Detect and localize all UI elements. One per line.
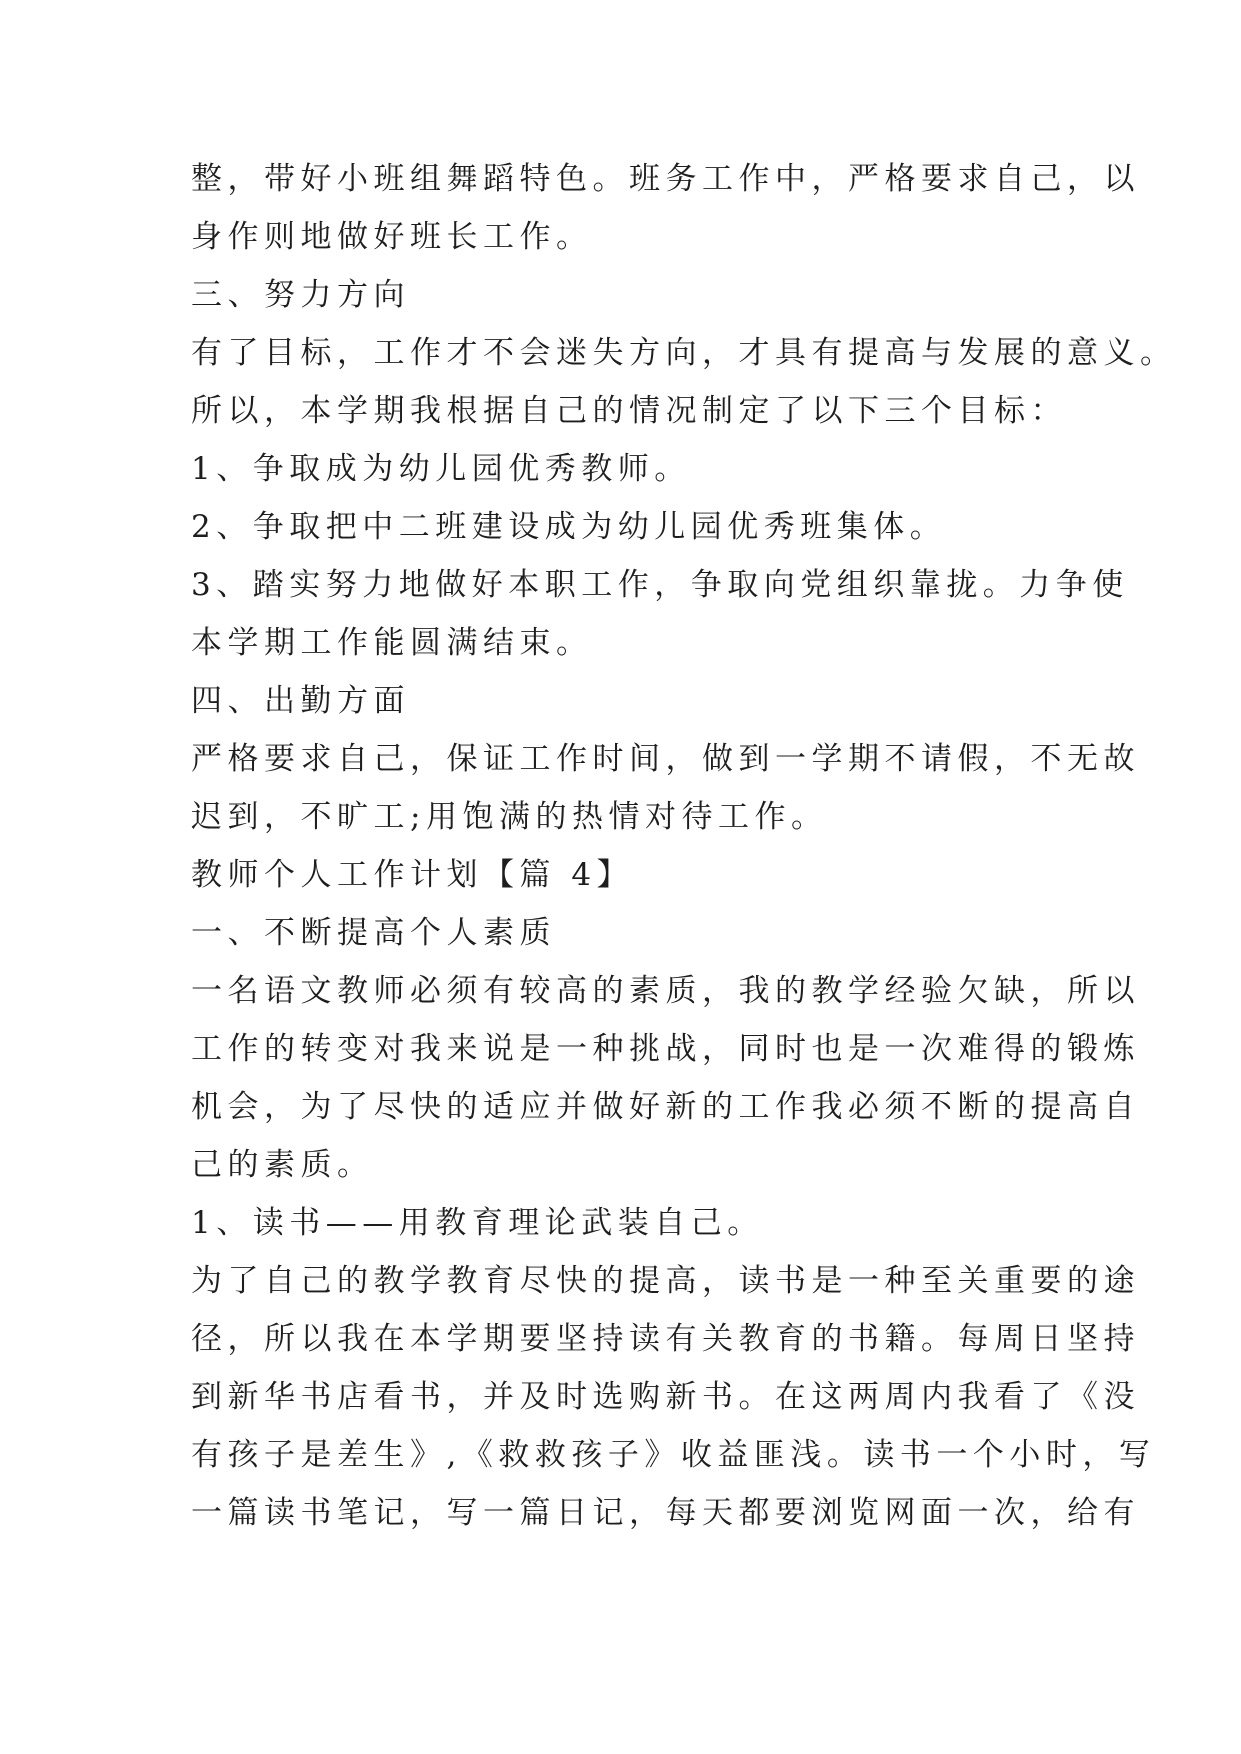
section-heading: 三、努力方向 <box>191 277 410 313</box>
text-line: 径，所以我在本学期要坚持读有关教育的书籍。每周日坚持 <box>191 1321 1140 1357</box>
list-item: 1、争取成为幼儿园优秀教师。 <box>191 451 691 487</box>
document-body <box>191 150 1177 1542</box>
text-line: 有孩子是差生》,《救救孩子》收益匪浅。读书一个小时，写 <box>191 1437 1156 1473</box>
text-line: 到新华书店看书，并及时选购新书。在这两周内我看了《没 <box>191 1379 1140 1415</box>
list-item: 1、读书——用教育理论武装自己。 <box>191 1205 764 1241</box>
text-line: 身作则地做好班长工作。 <box>191 219 593 255</box>
text-line: 一名语文教师必须有较高的素质，我的教学经验欠缺，所以 <box>191 973 1140 1009</box>
text-line: 机会，为了尽快的适应并做好新的工作我必须不断的提高自 <box>191 1089 1140 1125</box>
text-line: 严格要求自己，保证工作时间，做到一学期不请假，不无故 <box>191 741 1140 777</box>
text-line: 所以，本学期我根据自己的情况制定了以下三个目标： <box>191 393 1067 429</box>
section-heading: 四、出勤方面 <box>191 683 410 719</box>
list-item: 3、踏实努力地做好本职工作，争取向党组织靠拢。力争使 <box>191 567 1129 603</box>
text-line: 有了目标，工作才不会迷失方向，才具有提高与发展的意义。 <box>191 335 1177 371</box>
text-line: 为了自己的教学教育尽快的提高，读书是一种至关重要的途 <box>191 1263 1140 1299</box>
text-line: 一篇读书笔记，写一篇日记，每天都要浏览网面一次，给有 <box>191 1495 1140 1531</box>
text-line: 迟到，不旷工;用饱满的热情对待工作。 <box>191 799 828 835</box>
article-title: 教师个人工作计划【篇 4】 <box>191 857 634 893</box>
section-heading: 一、不断提高个人素质 <box>191 915 556 951</box>
text-line: 本学期工作能圆满结束。 <box>191 625 593 661</box>
text-line: 己的素质。 <box>191 1147 374 1183</box>
text-line: 工作的转变对我来说是一种挑战，同时也是一次难得的锻炼 <box>191 1031 1140 1067</box>
text-line: 整，带好小班组舞蹈特色。班务工作中，严格要求自己，以 <box>191 161 1140 197</box>
list-item: 2、争取把中二班建设成为幼儿园优秀班集体。 <box>191 509 947 545</box>
